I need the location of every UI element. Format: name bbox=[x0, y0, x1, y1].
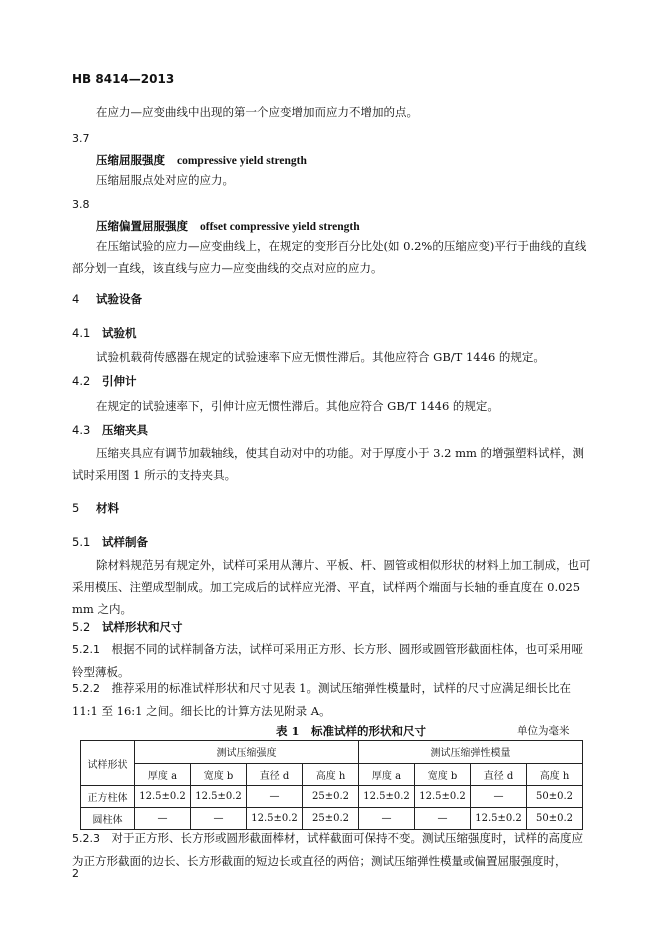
paragraph-4-2: 在规定的试验速率下，引伸计应无惯性滞后。其他应符合 GB/T 1446 的规定。 bbox=[96, 399, 499, 413]
section-4-1-heading bbox=[72, 325, 137, 341]
row-label: 圆柱体 bbox=[81, 808, 135, 830]
table-cell: — bbox=[471, 786, 527, 808]
clause-text: 根据不同的试样制备方法，试样可采用正方形、长方形、圆形或圆管形截面柱体，也可采用哑铃型薄板。 bbox=[72, 642, 583, 679]
header-group-compressive-strength: 测试压缩强度 bbox=[135, 741, 359, 764]
section-title: 试样制备 bbox=[102, 535, 148, 549]
clause-number: 5.2.3 bbox=[72, 832, 100, 845]
section-title: 试验设备 bbox=[96, 292, 142, 306]
term-3-7 bbox=[96, 152, 307, 168]
paragraph-4-3: 压缩夹具应有调节加载轴线，使其自动对中的功能。对于厚度小于 3.2 mm 的增强塑料试样，测试时采用图 1 所示的支持夹具。 bbox=[72, 446, 585, 482]
subheader-cell: 直径 d bbox=[247, 763, 303, 786]
subheader-cell: 高度 h bbox=[527, 763, 583, 786]
section-5-heading bbox=[72, 500, 119, 516]
section-4-heading bbox=[72, 291, 142, 307]
table-1-caption: 表 1 标准试样的形状和尺寸 bbox=[276, 724, 427, 738]
section-5-2-heading bbox=[72, 619, 183, 635]
table-cell: 50±0.2 bbox=[527, 786, 583, 808]
section-4-2-heading bbox=[72, 373, 137, 389]
term-en: compressive yield strength bbox=[177, 155, 307, 167]
header-shape: 试样形状 bbox=[81, 741, 135, 786]
table-cell: — bbox=[191, 808, 247, 830]
term-3-8 bbox=[96, 218, 360, 234]
table-cell: 25±0.2 bbox=[303, 786, 359, 808]
table-header-row bbox=[81, 741, 583, 764]
table-cell: 12.5±0.2 bbox=[135, 786, 191, 808]
table-cell: — bbox=[359, 808, 415, 830]
section-title: 试验机 bbox=[102, 326, 137, 340]
table-cell: — bbox=[135, 808, 191, 830]
table-1 bbox=[80, 740, 583, 830]
section-number: 4.3 bbox=[72, 423, 91, 437]
page-number: 2 bbox=[72, 867, 79, 880]
table-cell: 50±0.2 bbox=[527, 808, 583, 830]
term-cn: 压缩屈服强度 bbox=[96, 153, 165, 167]
subheader-cell: 高度 h bbox=[303, 763, 359, 786]
section-title: 材料 bbox=[96, 501, 119, 515]
section-number: 4.1 bbox=[72, 326, 91, 340]
definition-3-8: 在压缩试验的应力—应变曲线上，在规定的变形百分比处(如 0.2%的压缩应变)平行于曲线的直线部分划一直线，该直线与应力—应变曲线的交点对应的应力。 bbox=[72, 239, 587, 275]
clause-text: 对于正方形、长方形或圆形截面棒材，试样截面可保持不变。测试压缩强度时，试样的高度应为正方形截面的边长、长方形截面的短边长或直径的两倍；测试压缩弹性模量或偏置屈服强度时， bbox=[72, 831, 583, 868]
table-cell: 25±0.2 bbox=[303, 808, 359, 830]
clause-number: 5.2.1 bbox=[72, 643, 100, 656]
section-number: 5 bbox=[72, 501, 80, 515]
subheader-cell: 厚度 a bbox=[135, 763, 191, 786]
section-number: 4.2 bbox=[72, 374, 91, 388]
section-4-3-heading bbox=[72, 422, 148, 438]
table-cell: 12.5±0.2 bbox=[247, 808, 303, 830]
table-cell: 12.5±0.2 bbox=[415, 786, 471, 808]
table-cell: — bbox=[247, 786, 303, 808]
table-cell: 12.5±0.2 bbox=[471, 808, 527, 830]
subheader-cell: 厚度 a bbox=[359, 763, 415, 786]
subheader-cell: 直径 d bbox=[471, 763, 527, 786]
header-group-compressive-modulus: 测试压缩弹性模量 bbox=[359, 741, 583, 764]
section-number: 5.1 bbox=[72, 535, 91, 549]
section-number: 5.2 bbox=[72, 620, 91, 634]
table-cell: — bbox=[415, 808, 471, 830]
section-number: 4 bbox=[72, 292, 80, 306]
table-subheader-row bbox=[81, 763, 583, 786]
subheader-cell: 宽度 b bbox=[191, 763, 247, 786]
section-5-1-heading bbox=[72, 534, 148, 550]
clause-number-3-7: 3.7 bbox=[72, 132, 90, 145]
definition-continuation: 在应力—应变曲线中出现的第一个应变增加而应力不增加的点。 bbox=[96, 105, 418, 119]
section-title: 试样形状和尺寸 bbox=[102, 620, 183, 634]
term-en: offset compressive yield strength bbox=[200, 221, 360, 233]
standard-code-header: HB 8414—2013 bbox=[72, 72, 175, 86]
subheader-cell: 宽度 b bbox=[415, 763, 471, 786]
paragraph-5-2-2 bbox=[72, 677, 592, 722]
clause-text: 推荐采用的标准试样形状和尺寸见表 1。测试压缩弹性模量时，试样的尺寸应满足细长比在 11:1 至 16:1 之间。细长比的计算方法见附录 A。 bbox=[72, 681, 571, 718]
paragraph-5-1: 除材料规范另有规定外，试样可采用从薄片、平板、杆、圆管或相似形状的材料上加工制成，也可采用模压、注塑成型制成。加工完成后的试样应光滑、平直，试样两个端面与长轴的垂直度在 0.025 mm 之内。 bbox=[72, 558, 591, 616]
table-cell: 12.5±0.2 bbox=[191, 786, 247, 808]
row-label: 正方柱体 bbox=[81, 786, 135, 808]
section-title: 引伸计 bbox=[102, 374, 137, 388]
table-cell: 12.5±0.2 bbox=[359, 786, 415, 808]
clause-number: 5.2.2 bbox=[72, 682, 100, 695]
clause-number-3-8: 3.8 bbox=[72, 198, 90, 211]
section-title: 压缩夹具 bbox=[102, 423, 148, 437]
paragraph-5-2-3 bbox=[72, 827, 592, 872]
term-cn: 压缩偏置屈服强度 bbox=[96, 219, 188, 233]
table-1-unit: 单位为毫米 bbox=[517, 725, 570, 737]
paragraph-4-1: 试验机载荷传感器在规定的试验速率下应无惯性滞后。其他应符合 GB/T 1446 的规定。 bbox=[96, 350, 545, 364]
table-row bbox=[81, 786, 583, 808]
definition-3-7: 压缩屈服点处对应的应力。 bbox=[96, 173, 234, 187]
